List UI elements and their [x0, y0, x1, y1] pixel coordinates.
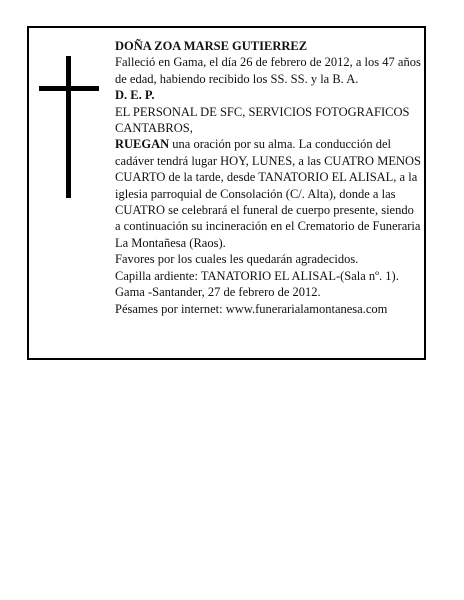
cross-vertical-bar: [66, 56, 71, 198]
chapel-line: Capilla ardiente: TANATORIO EL ALISAL-(Sala nº. 1).: [115, 268, 399, 283]
condolences-line: Pésames por internet: www.funerarialamontanesa.com: [115, 301, 388, 316]
funeral-details-text: una oración por su alma. La conducción del cadáver tendrá lugar HOY, LUNES, a las CUATRO MENOS CUARTO de la tarde, desde TANATORIO EL ALISAL, a la iglesia parroquial de Consolación (C/. Alta), donde a las CUATRO se celebrará el funeral de cuerpo presente, siendo a continuación su incineración en el Crematorio de Funeraria La Montañesa (Raos).: [115, 137, 421, 250]
company-name: EL PERSONAL DE SFC, SERVICIOS FOTOGRAFICOS CANTABROS,: [115, 104, 410, 136]
notice-body: [115, 38, 421, 317]
thanks-line: Favores por los cuales les quedarán agradecidos.: [115, 252, 359, 267]
ruegan-word: RUEGAN: [115, 137, 170, 152]
death-statement: Falleció en Gama, el día 26 de febrero de 2012, a los 47 años de edad, habiendo recibido los SS. SS. y la B. A.: [115, 55, 421, 86]
latin-cross-icon: [39, 56, 99, 198]
rest-in-peace: D. E. P.: [115, 88, 155, 103]
cross-horizontal-bar: [39, 86, 99, 91]
deceased-name: DOÑA ZOA MARSE GUTIERREZ: [115, 39, 308, 53]
place-date: Gama -Santander, 27 de febrero de 2012.: [115, 285, 321, 300]
obituary-notice: [27, 26, 426, 360]
funeral-details: [115, 136, 421, 251]
